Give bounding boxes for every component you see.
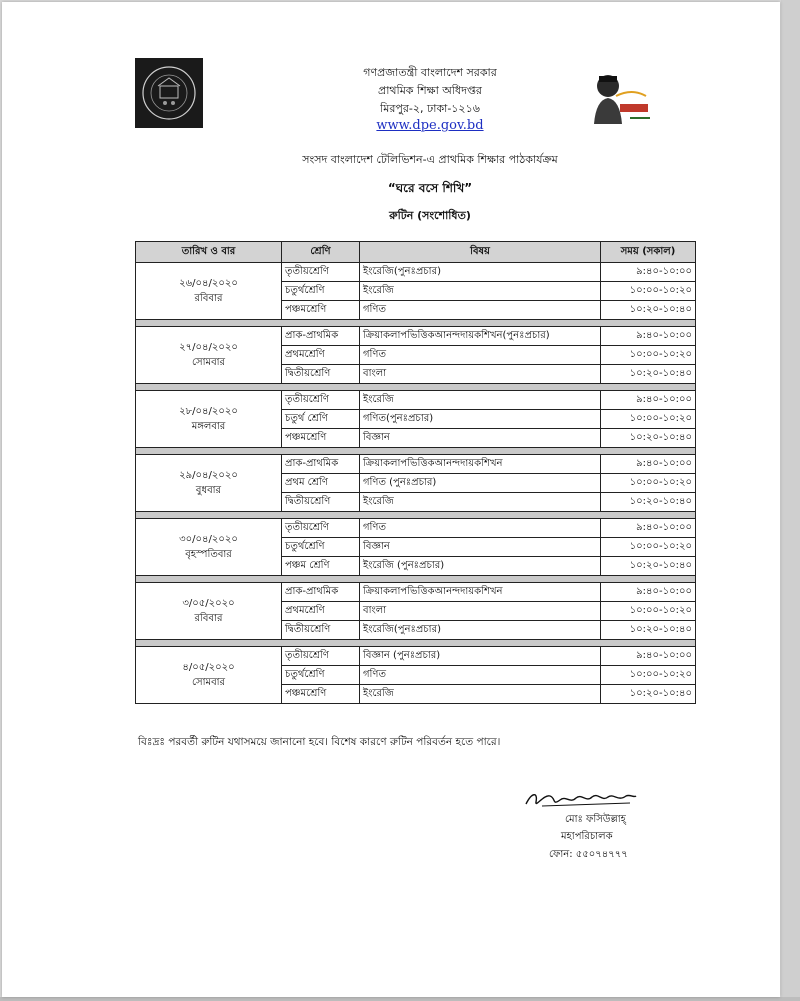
- column-header-class: শ্রেণি: [282, 242, 360, 263]
- time-cell: ১০:০০-১০:২০: [601, 346, 696, 365]
- class-cell: দ্বিতীয়শ্রেণি: [282, 621, 360, 640]
- day-separator: [136, 640, 696, 647]
- subject-cell: গণিত: [360, 666, 601, 685]
- subject-cell: ইংরেজি(পুনঃপ্রচার): [360, 263, 601, 282]
- subject-cell: ক্রিয়াকলাপভিত্তিকআনন্দদায়কশিখন: [360, 583, 601, 602]
- signatory-name: মোঃ ফসিউল্লাহ্: [565, 814, 626, 825]
- routine-title: রুটিন (সংশোধিত): [389, 209, 471, 222]
- dpe-emblem-icon: [135, 58, 203, 128]
- subject-cell: বাংলা: [360, 602, 601, 621]
- column-header-subject: বিষয়: [360, 242, 601, 263]
- subject-cell: ইংরেজি: [360, 391, 601, 410]
- time-cell: ১০:০০-১০:২০: [601, 602, 696, 621]
- class-cell: দ্বিতীয়শ্রেণি: [282, 365, 360, 384]
- class-cell: পঞ্চমশ্রেণি: [282, 429, 360, 448]
- date-text: ৪/০৫/২০২০: [182, 662, 235, 673]
- table-row: [136, 455, 696, 474]
- program-title: সংসদ বাংলাদেশ টেলিভিশন-এ প্রাথমিক শিক্ষার পাঠকার্যক্রম: [302, 153, 558, 166]
- subject-cell: বিজ্ঞান: [360, 538, 601, 557]
- table-row: [136, 391, 696, 410]
- time-cell: ১০:২০-১০:৪০: [601, 365, 696, 384]
- weekday-text: রবিবার: [194, 293, 223, 304]
- header-address: মিরপুর-২, ঢাকা-১২১৬: [380, 102, 480, 115]
- subject-cell: ক্রিয়াকলাপভিত্তিকআনন্দদায়কশিখন: [360, 455, 601, 474]
- slogan: “ঘরে বসে শিখি”: [387, 181, 473, 195]
- class-cell: প্রথমশ্রেণি: [282, 346, 360, 365]
- column-header-time: সময় (সকাল): [601, 242, 696, 263]
- class-cell: তৃতীয়শ্রেণি: [282, 391, 360, 410]
- routine-table: [135, 241, 696, 704]
- subject-cell: ইংরেজি (পুনঃপ্রচার): [360, 557, 601, 576]
- time-cell: ১০:২০-১০:৪০: [601, 493, 696, 512]
- subject-cell: ইংরেজি(পুনঃপ্রচার): [360, 621, 601, 640]
- day-separator: [136, 320, 696, 327]
- date-text: ২৮/০৪/২০২০: [179, 406, 238, 417]
- time-cell: ৯:৪০-১০:০০: [601, 263, 696, 282]
- subject-cell: বিজ্ঞান: [360, 429, 601, 448]
- weekday-text: সোমবার: [191, 357, 226, 368]
- class-cell: তৃতীয়শ্রেণি: [282, 263, 360, 282]
- date-cell: [136, 455, 282, 512]
- date-cell: [136, 327, 282, 384]
- subject-cell: গণিত(পুনঃপ্রচার): [360, 410, 601, 429]
- class-cell: পঞ্চমশ্রেণি: [282, 685, 360, 704]
- date-text: ২৯/০৪/২০২০: [179, 470, 238, 481]
- weekday-text: সোমবার: [191, 677, 226, 688]
- subject-cell: গণিত (পুনঃপ্রচার): [360, 474, 601, 493]
- class-cell: দ্বিতীয়শ্রেণি: [282, 493, 360, 512]
- class-cell: প্রাক-প্রাথমিক: [282, 327, 360, 346]
- weekday-text: বুধবার: [195, 485, 222, 496]
- time-cell: ৯:৪০-১০:০০: [601, 455, 696, 474]
- class-cell: চতুর্থশ্রেণি: [282, 538, 360, 557]
- time-cell: ৯:৪০-১০:০০: [601, 391, 696, 410]
- date-cell: [136, 583, 282, 640]
- class-cell: পঞ্চম শ্রেণি: [282, 557, 360, 576]
- subject-cell: গণিত: [360, 519, 601, 538]
- date-text: ২৭/০৪/২০২০: [179, 342, 238, 353]
- footnote: বিঃদ্রঃ পরবর্তী রুটিন যথাসময়ে জানানো হবে। বিশেষ কারণে রুটিন পরিবর্তন হতে পারে।: [138, 736, 501, 748]
- date-cell: [136, 519, 282, 576]
- signatory-title: মহাপরিচালক: [561, 831, 613, 842]
- time-cell: ১০:২০-১০:৪০: [601, 621, 696, 640]
- time-cell: ১০:০০-১০:২০: [601, 474, 696, 493]
- table-row: [136, 327, 696, 346]
- day-separator: [136, 512, 696, 519]
- day-separator: [136, 448, 696, 455]
- class-cell: চতুর্থ শ্রেণি: [282, 410, 360, 429]
- time-cell: ১০:২০-১০:৪০: [601, 685, 696, 704]
- table-row: [136, 519, 696, 538]
- viewer-right-margin: [781, 0, 800, 1001]
- subject-cell: বাংলা: [360, 365, 601, 384]
- date-cell: [136, 263, 282, 320]
- date-cell: [136, 391, 282, 448]
- date-text: ৩০/০৪/২০২০: [179, 534, 238, 545]
- subject-cell: গণিত: [360, 301, 601, 320]
- time-cell: ১০:০০-১০:২০: [601, 666, 696, 685]
- viewer-bottom-margin: [0, 997, 800, 1001]
- class-cell: প্রাক-প্রাথমিক: [282, 583, 360, 602]
- website-link[interactable]: www.dpe.gov.bd: [376, 118, 484, 133]
- day-separator: [136, 384, 696, 391]
- class-cell: পঞ্চমশ্রেণি: [282, 301, 360, 320]
- class-cell: চতুর্থশ্রেণি: [282, 666, 360, 685]
- table-row: [136, 583, 696, 602]
- subject-cell: ইংরেজি: [360, 282, 601, 301]
- class-cell: তৃতীয়শ্রেণি: [282, 647, 360, 666]
- date-text: ৩/০৫/২০২০: [182, 598, 235, 609]
- header-directorate: প্রাথমিক শিক্ষা অধিদপ্তর: [378, 84, 482, 97]
- weekday-text: মঙ্গলবার: [191, 421, 226, 432]
- time-cell: ১০:২০-১০:৪০: [601, 557, 696, 576]
- time-cell: ১০:০০-১০:২০: [601, 538, 696, 557]
- subject-cell: ইংরেজি: [360, 493, 601, 512]
- signature-icon: [522, 788, 640, 810]
- day-separator: [136, 576, 696, 583]
- class-cell: চতুর্থশ্রেণি: [282, 282, 360, 301]
- time-cell: ১০:০০-১০:২০: [601, 410, 696, 429]
- time-cell: ১০:০০-১০:২০: [601, 282, 696, 301]
- time-cell: ১০:২০-১০:৪০: [601, 429, 696, 448]
- date-text: ২৬/০৪/২০২০: [179, 278, 238, 289]
- time-cell: ৯:৪০-১০:০০: [601, 327, 696, 346]
- weekday-text: রবিবার: [194, 613, 223, 624]
- table-row: [136, 647, 696, 666]
- time-cell: ৯:৪০-১০:০০: [601, 583, 696, 602]
- date-cell: [136, 647, 282, 704]
- time-cell: ৯:৪০-১০:০০: [601, 647, 696, 666]
- time-cell: ১০:২০-১০:৪০: [601, 301, 696, 320]
- class-cell: প্রাক-প্রাথমিক: [282, 455, 360, 474]
- subject-cell: বিজ্ঞান (পুনঃপ্রচার): [360, 647, 601, 666]
- table-row: [136, 263, 696, 282]
- time-cell: ৯:৪০-১০:০০: [601, 519, 696, 538]
- class-cell: প্রথম শ্রেণি: [282, 474, 360, 493]
- subject-cell: গণিত: [360, 346, 601, 365]
- header-government: গণপ্রজাতন্ত্রী বাংলাদেশ সরকার: [363, 66, 497, 79]
- column-header-date: তারিখ ও বার: [136, 242, 282, 263]
- table-header-row: [136, 242, 696, 263]
- weekday-text: বৃহস্পতিবার: [185, 549, 232, 560]
- class-cell: প্রথমশ্রেণি: [282, 602, 360, 621]
- subject-cell: ক্রিয়াকলাপভিত্তিকআনন্দদায়কশিখন(পুনঃপ্রচার): [360, 327, 601, 346]
- subject-cell: ইংরেজি: [360, 685, 601, 704]
- class-cell: তৃতীয়শ্রেণি: [282, 519, 360, 538]
- signatory-phone: ফোন: ৫৫০৭৪৭৭৭: [549, 849, 628, 860]
